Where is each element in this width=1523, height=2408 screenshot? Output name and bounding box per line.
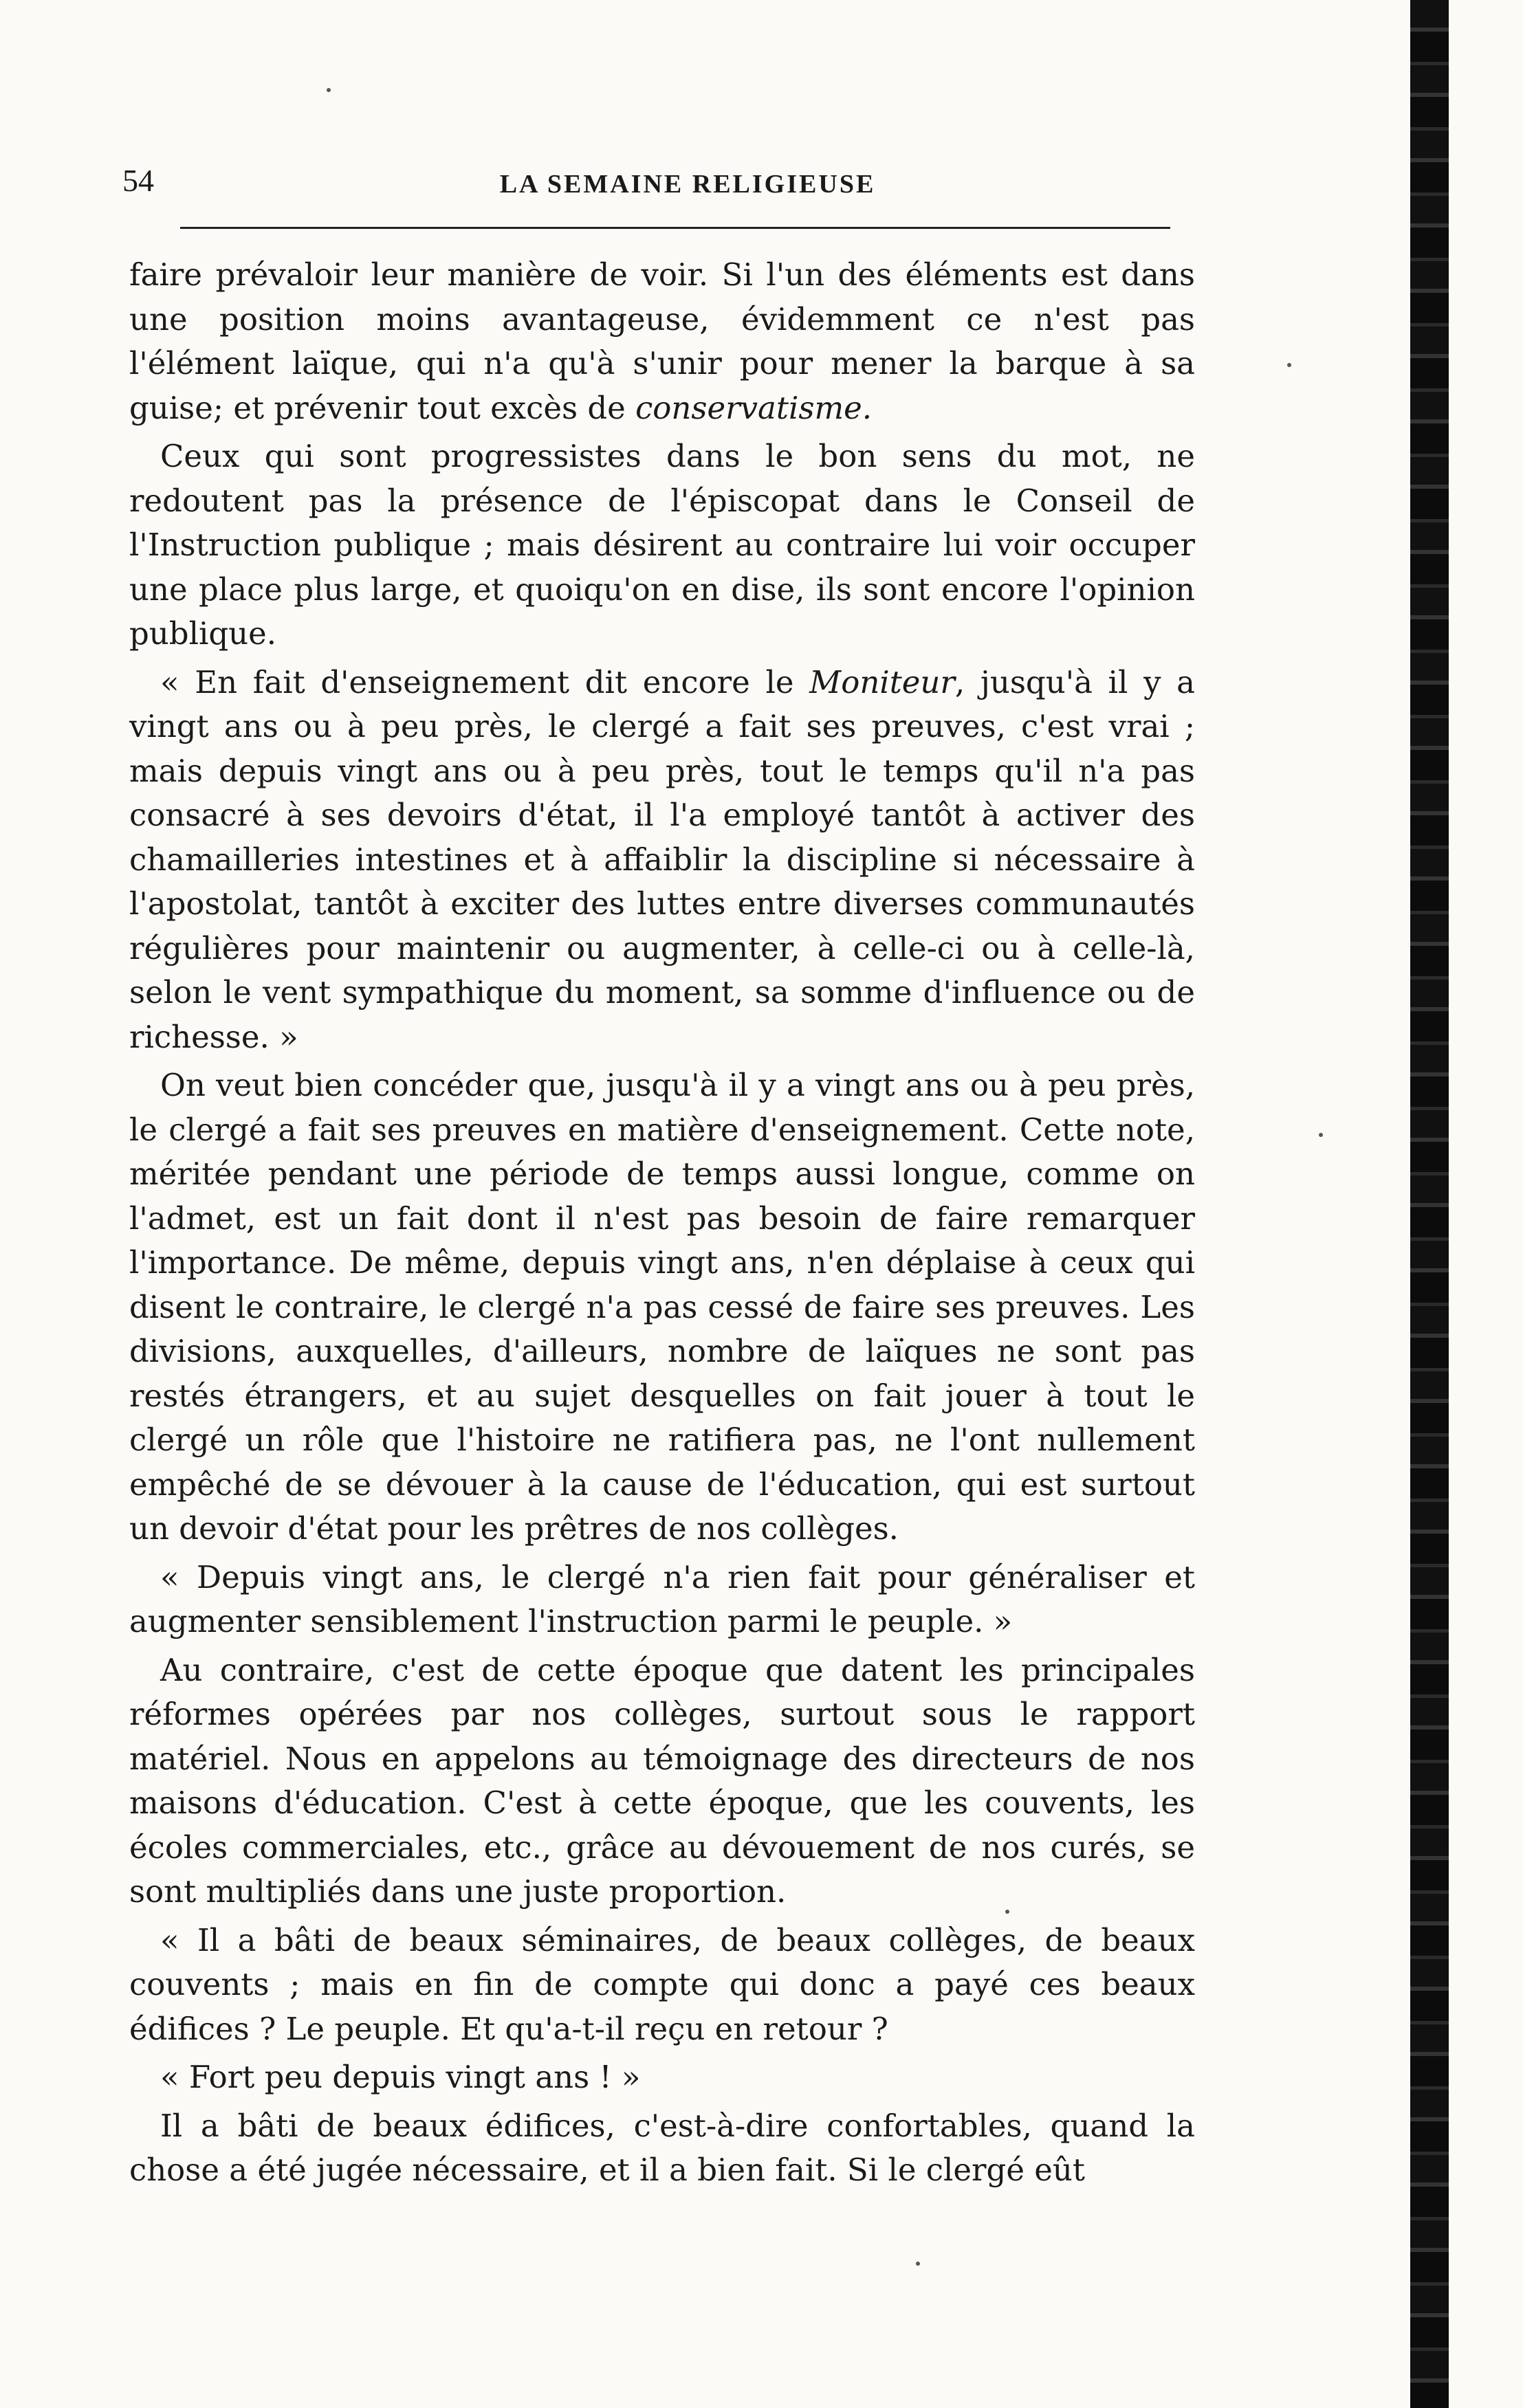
- paragraph-8-quote: « Fort peu depuis vingt ans ! »: [160, 2059, 641, 2095]
- scan-speck: [1005, 1910, 1009, 1914]
- scan-speck: [1319, 1133, 1323, 1137]
- page-number: 54: [122, 163, 154, 198]
- paragraph-1: faire prévaloir leur manière de voir. Si l'un des éléments est dans une position moins avantageuse, évidemment ce n'est pas l'élément laïque, qui n'a qu'à s'unir pour mener la barque à sa guise; et prévenir tout excès de conservatisme.: [129, 256, 1195, 426]
- running-title: LA SEMAINE RELIGIEUSE: [499, 170, 876, 199]
- paragraph-6: Au contraire, c'est de cette époque que datent les principales réformes opérées par nos collèges, surtout sous le rapport matériel. Nous en appelons au témoignage des directeurs de nos maisons d'éducation. C'est à cette époque, que les couvents, les écoles commerciales, etc., grâce au dévouement de nos curés, se sont multipliés dans une juste proportion.: [129, 1651, 1195, 1910]
- italic-word: conservatisme.: [635, 389, 873, 426]
- paragraph-7-quote: « Il a bâti de beaux séminaires, de beaux collèges, de beaux couvents ; mais en fin de compte qui donc a payé ces beaux édifices ? Le peuple. Et qu'a-t-il reçu en retour ?: [129, 1921, 1195, 2047]
- header-rule: [180, 227, 1170, 229]
- paragraph-9: Il a bâti de beaux édifices, c'est-à-dire confortables, quand la chose a été jugée nécessaire, et il a bien fait. Si le clergé eût: [129, 2107, 1195, 2188]
- scan-speck: [327, 88, 331, 92]
- italic-title: Moniteur: [809, 663, 955, 700]
- paragraph-3-quote: « En fait d'enseignement dit encore le Moniteur, jusqu'à il y a vingt ans ou à peu près, le clergé a fait ses preuves, c'est vrai ; mais depuis vingt ans ou à peu près, tout le temps qu'il n'a pas consacré à ses devoirs d'état, il l'a employé tantôt à activer des chamailleries intestines et à affaiblir la discipline si nécessaire à l'apostolat, tantôt à exciter des luttes entre diverses communautés régulières pour maintenir ou augmenter, à celle-ci ou à celle-là, selon le vent sympathique du moment, sa somme d'influence ou de richesse. »: [129, 663, 1196, 1055]
- paragraph-5-quote: « Depuis vingt ans, le clergé n'a rien fait pour généraliser et augmenter sensiblement l'instruction parmi le peuple. »: [129, 1558, 1195, 1639]
- scan-speck: [916, 2262, 920, 2266]
- body-text: [129, 253, 1195, 2197]
- paragraph-2: Ceux qui sont progressistes dans le bon sens du mot, ne redoutent pas la présence de l'épiscopat dans le Conseil de l'Instruction publique ; mais désirent au contraire lui voir occuper une place plus large, et quoiqu'on en dise, ils sont encore l'opinion publique.: [129, 438, 1195, 652]
- scan-binding-edge: [1410, 0, 1449, 2408]
- paragraph-4: On veut bien concéder que, jusqu'à il y a vingt ans ou à peu près, le clergé a fait ses preuves en matière d'enseignement. Cette note, méritée pendant une période de temps aussi longue, comme on l'admet, est un fait dont il n'est pas besoin de faire remarquer l'importance. De même, depuis vingt ans, n'en déplaise à ceux qui disent le contraire, le clergé n'a pas cessé de faire ses preuves. Les divisions, auxquelles, d'ailleurs, nombre de laïques ne sont pas restés étrangers, et au sujet desquelles on fait jouer à tout le clergé un rôle que l'histoire ne ratifiera pas, ne l'ont nullement empêché de se dévouer à la cause de l'éducation, qui est surtout un devoir d'état pour les prêtres de nos collèges.: [129, 1067, 1195, 1547]
- scan-speck: [1287, 363, 1291, 367]
